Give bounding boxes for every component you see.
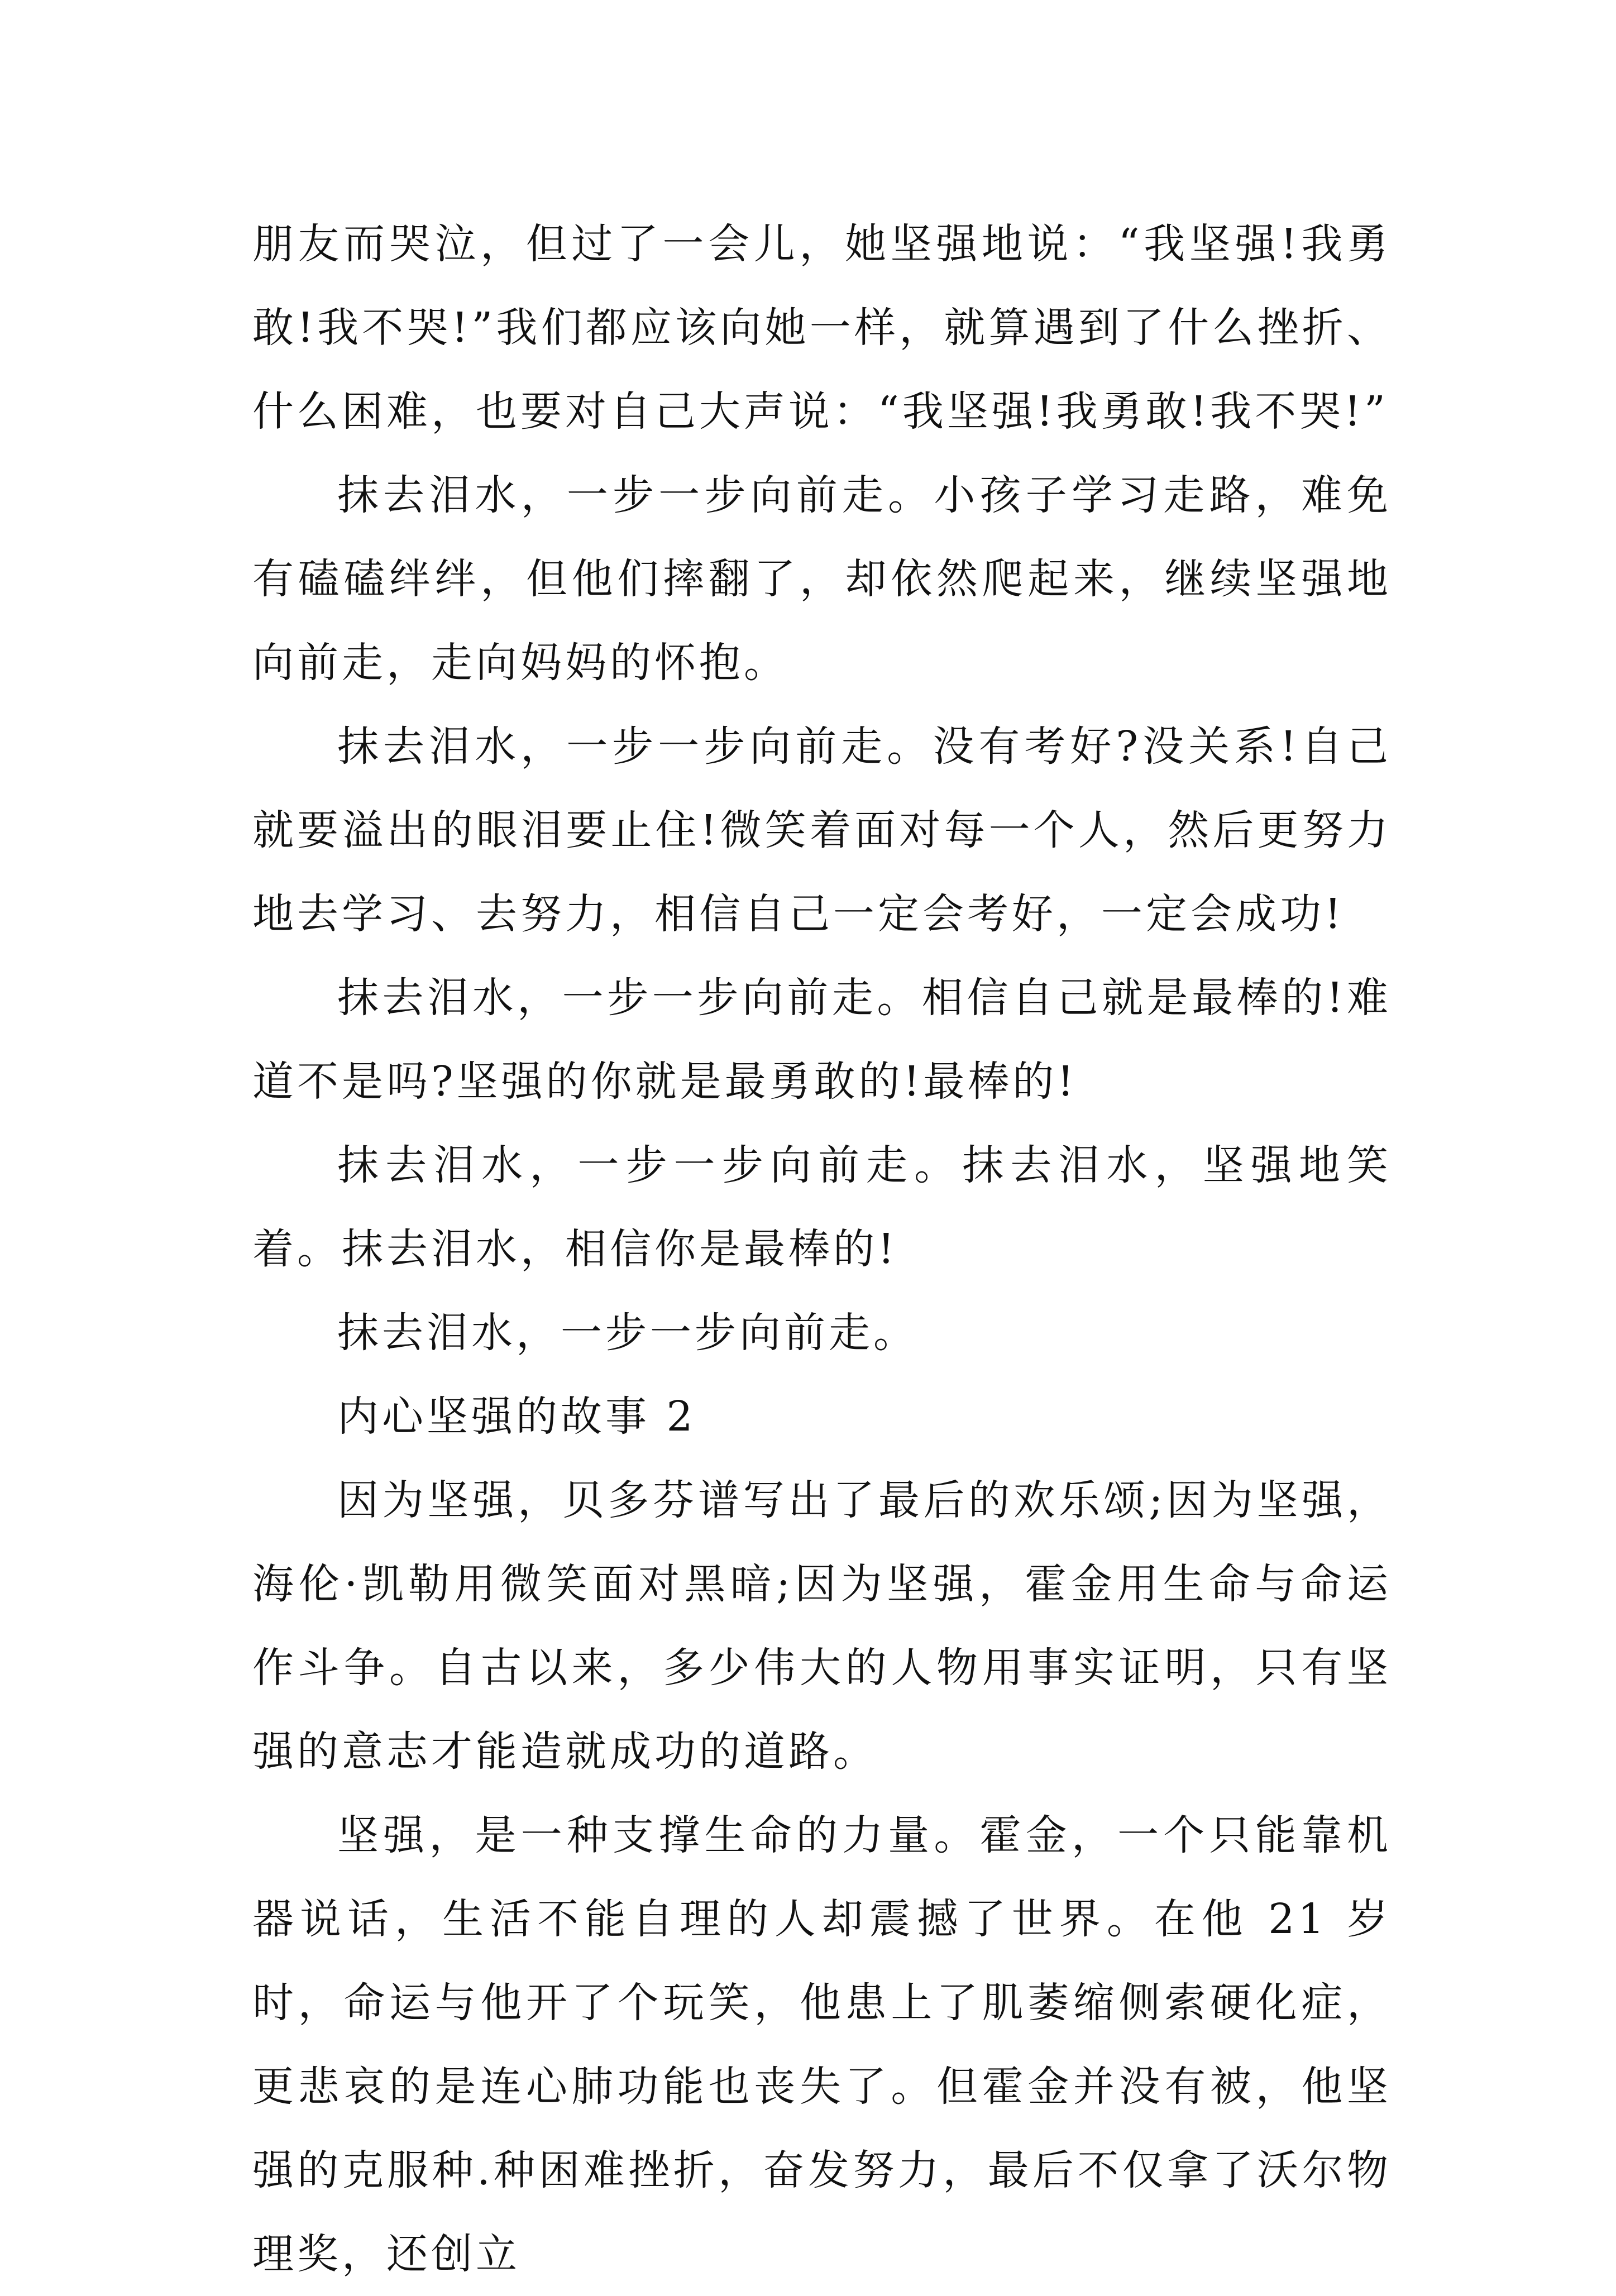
paragraph-7: 因为坚强，贝多芬谱写出了最后的欢乐颂;因为坚强，海伦·凯勒用微笑面对黑暗;因为坚强，霍金用生命与命运作斗争。自古以来，多少伟大的人物用事实证明，只有坚强的意志才能造就成功的道路。 (252, 1476, 1392, 1776)
paragraph-6: 抹去泪水，一步一步向前走。 (337, 1309, 918, 1357)
paragraph-3: 抹去泪水，一步一步向前走。没有考好?没关系!自己就要溢出的眼泪要止住!微笑着面对每一个人，然后更努力地去学习、去努力，相信自己一定会考好，一定会成功! (252, 723, 1392, 938)
paragraph-8: 坚强，是一种支撑生命的力量。霍金，一个只能靠机器说话，生活不能自理的人却震撼了世界。在他 21 岁时，命运与他开了个玩笑，他患上了肌萎缩侧索硬化症，更悲哀的是连心肺功能也丧失了。但霍金并没有被，他坚强的克服种.种困难挫折，奋发努力，最后不仅拿了沃尔物理奖，还创立 (252, 1811, 1392, 2278)
paragraph-4: 抹去泪水，一步一步向前走。相信自己就是最棒的!难道不是吗?坚强的你就是最勇敢的!最棒的! (252, 974, 1392, 1106)
paragraph-2: 抹去泪水，一步一步向前走。小孩子学习走路，难免有磕磕绊绊，但他们摔翻了，却依然爬起来，继续坚强地向前走，走向妈妈的怀抱。 (252, 471, 1392, 687)
document-body (252, 202, 1392, 2296)
section-heading: 内心坚强的故事 2 (337, 1393, 696, 1441)
paragraph-5: 抹去泪水，一步一步向前走。抹去泪水，坚强地笑着。抹去泪水，相信你是最棒的! (252, 1141, 1392, 1273)
paragraph-1: 朋友而哭泣，但过了一会儿，她坚强地说：“我坚强!我勇敢!我不哭!”我们都应该向她一样，就算遇到了什么挫折、什么困难，也要对自己大声说：“我坚强!我勇敢!我不哭!” (252, 220, 1392, 436)
